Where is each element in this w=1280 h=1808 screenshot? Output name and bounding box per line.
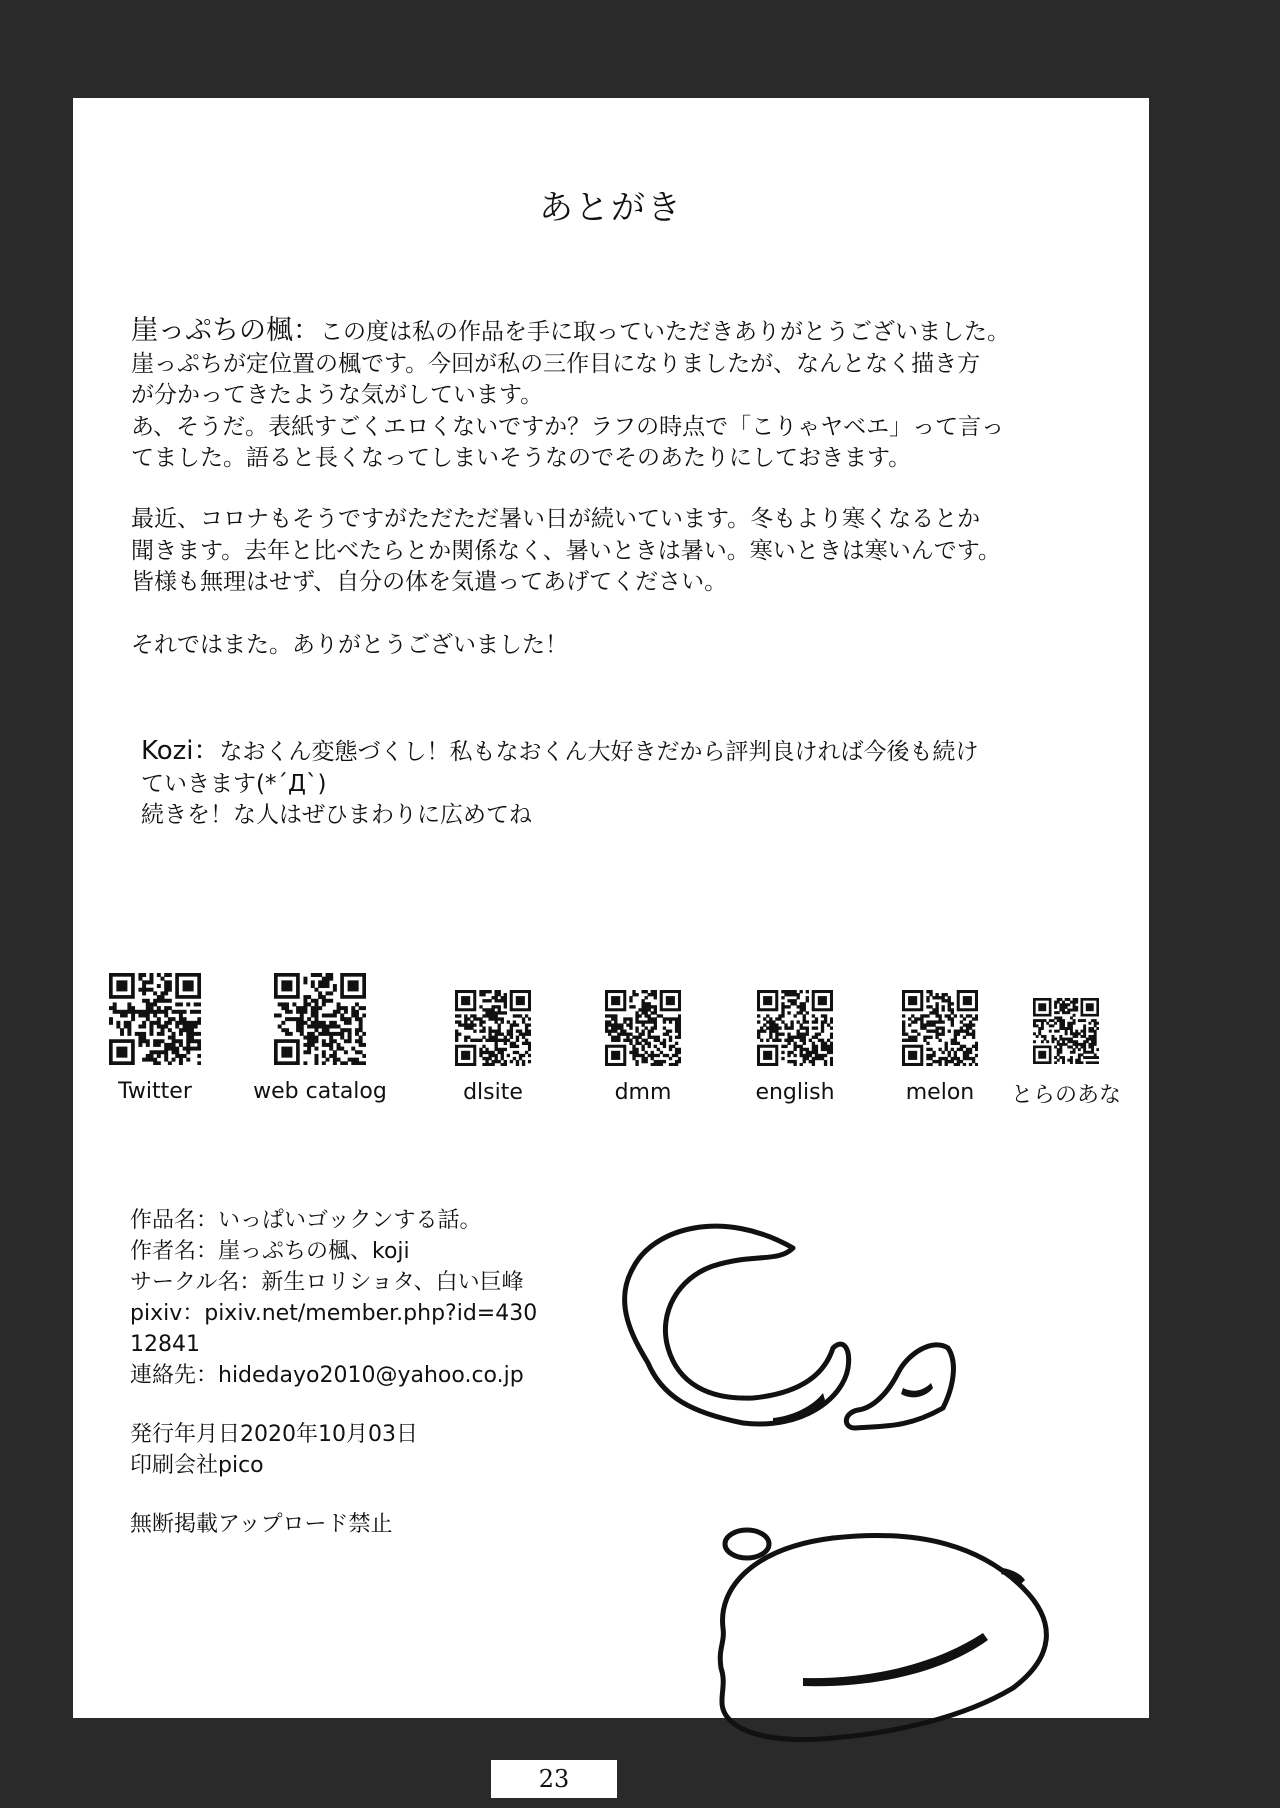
qr-label: melon bbox=[905, 1080, 975, 1105]
colophon-authors: 作者名：崖っぷちの楓、koji bbox=[130, 1239, 410, 1264]
splash-arc bbox=[625, 1226, 849, 1424]
qr-code-icon bbox=[902, 990, 978, 1066]
page-number: 23 bbox=[491, 1760, 617, 1798]
afterword-paragraph-2: 最近、コロナもそうですがただただ暑い日が続いています。冬もより寒くなるとか 聞きます。去年と比べたらとか関係なく、暑いときは暑い。寒いときは寒いんです。 皆様も無理はせず、自分の体を気遣ってあげてください。 bbox=[131, 506, 1001, 595]
qr-label: とらのあな bbox=[1010, 1083, 1121, 1108]
colophon bbox=[130, 1205, 537, 1540]
qr-link-melon[interactable] bbox=[890, 990, 990, 1105]
book-page bbox=[73, 98, 1149, 1718]
qr-label: web catalog bbox=[253, 1079, 387, 1104]
splash-puddle bbox=[720, 1535, 1046, 1739]
colophon-published: 発行年月日2020年10月03日 bbox=[130, 1422, 418, 1447]
qr-code-icon bbox=[1033, 998, 1099, 1064]
qr-code-icon bbox=[109, 973, 201, 1065]
qr-link-toranoana[interactable] bbox=[1006, 998, 1126, 1109]
qr-link-dmm[interactable] bbox=[593, 990, 693, 1105]
colophon-pixiv: pixiv：pixiv.net/member.php?id=430 bbox=[130, 1301, 538, 1326]
kozi-afterword bbox=[141, 736, 1121, 832]
colophon-circle: サークル名：新生ロリショタ、白い巨峰 bbox=[130, 1270, 524, 1295]
splash-drop bbox=[846, 1345, 953, 1428]
afterword-text: なおくん変態づくし！私もなおくん大好きだから評判良ければ今後も続け ていきます(*´Д`) 続きを！な人はぜひまわりに広めてね bbox=[141, 739, 979, 828]
qr-link-dlsite[interactable] bbox=[443, 990, 543, 1105]
page-title: あとがき bbox=[539, 188, 683, 228]
splash-small bbox=[725, 1530, 769, 1558]
author-name: 崖っぷちの楓： bbox=[131, 315, 320, 346]
colophon-work-title: 作品名：いっぱいゴックンする話。 bbox=[130, 1208, 482, 1233]
qr-label: dmm bbox=[614, 1080, 672, 1105]
qr-label: english bbox=[755, 1080, 835, 1105]
afterword-paragraph-1 bbox=[131, 315, 1131, 475]
colophon-printer: 印刷会社pico bbox=[130, 1453, 264, 1478]
ink-splash-illustration bbox=[603, 1188, 1123, 1768]
afterword-paragraph-3: それではまた。ありがとうございました！ bbox=[131, 632, 568, 658]
colophon-notice: 無断掲載アップロード禁止 bbox=[130, 1512, 393, 1537]
author-name: Kozi： bbox=[141, 736, 220, 766]
qr-code-icon bbox=[455, 990, 531, 1066]
colophon-pixiv-cont: 12841 bbox=[130, 1332, 200, 1357]
qr-label: Twitter bbox=[118, 1079, 192, 1104]
qr-link-english[interactable] bbox=[740, 990, 850, 1105]
qr-link-web-catalog[interactable] bbox=[235, 973, 405, 1104]
qr-code-icon bbox=[274, 973, 366, 1065]
qr-label: dlsite bbox=[463, 1080, 523, 1105]
afterword-text: この度は私の作品を手に取っていただきありがとうございました。 崖っぷちが定位置の楓です。今回が私の三作目になりましたが、なんとなく描き方 が分かってきたような気がしています。 あ、そうだ。表紙すごくエロくないですか？ラフの時点で「こりゃヤベエ」って言っ てました。語ると長くなってしまいそうなのでそのあたりにしておきます。 bbox=[131, 319, 1010, 471]
colophon-contact: 連絡先：hidedayo2010@yahoo.co.jp bbox=[130, 1363, 524, 1388]
qr-code-icon bbox=[757, 990, 833, 1066]
qr-code-icon bbox=[605, 990, 681, 1066]
qr-link-twitter[interactable] bbox=[100, 973, 210, 1104]
